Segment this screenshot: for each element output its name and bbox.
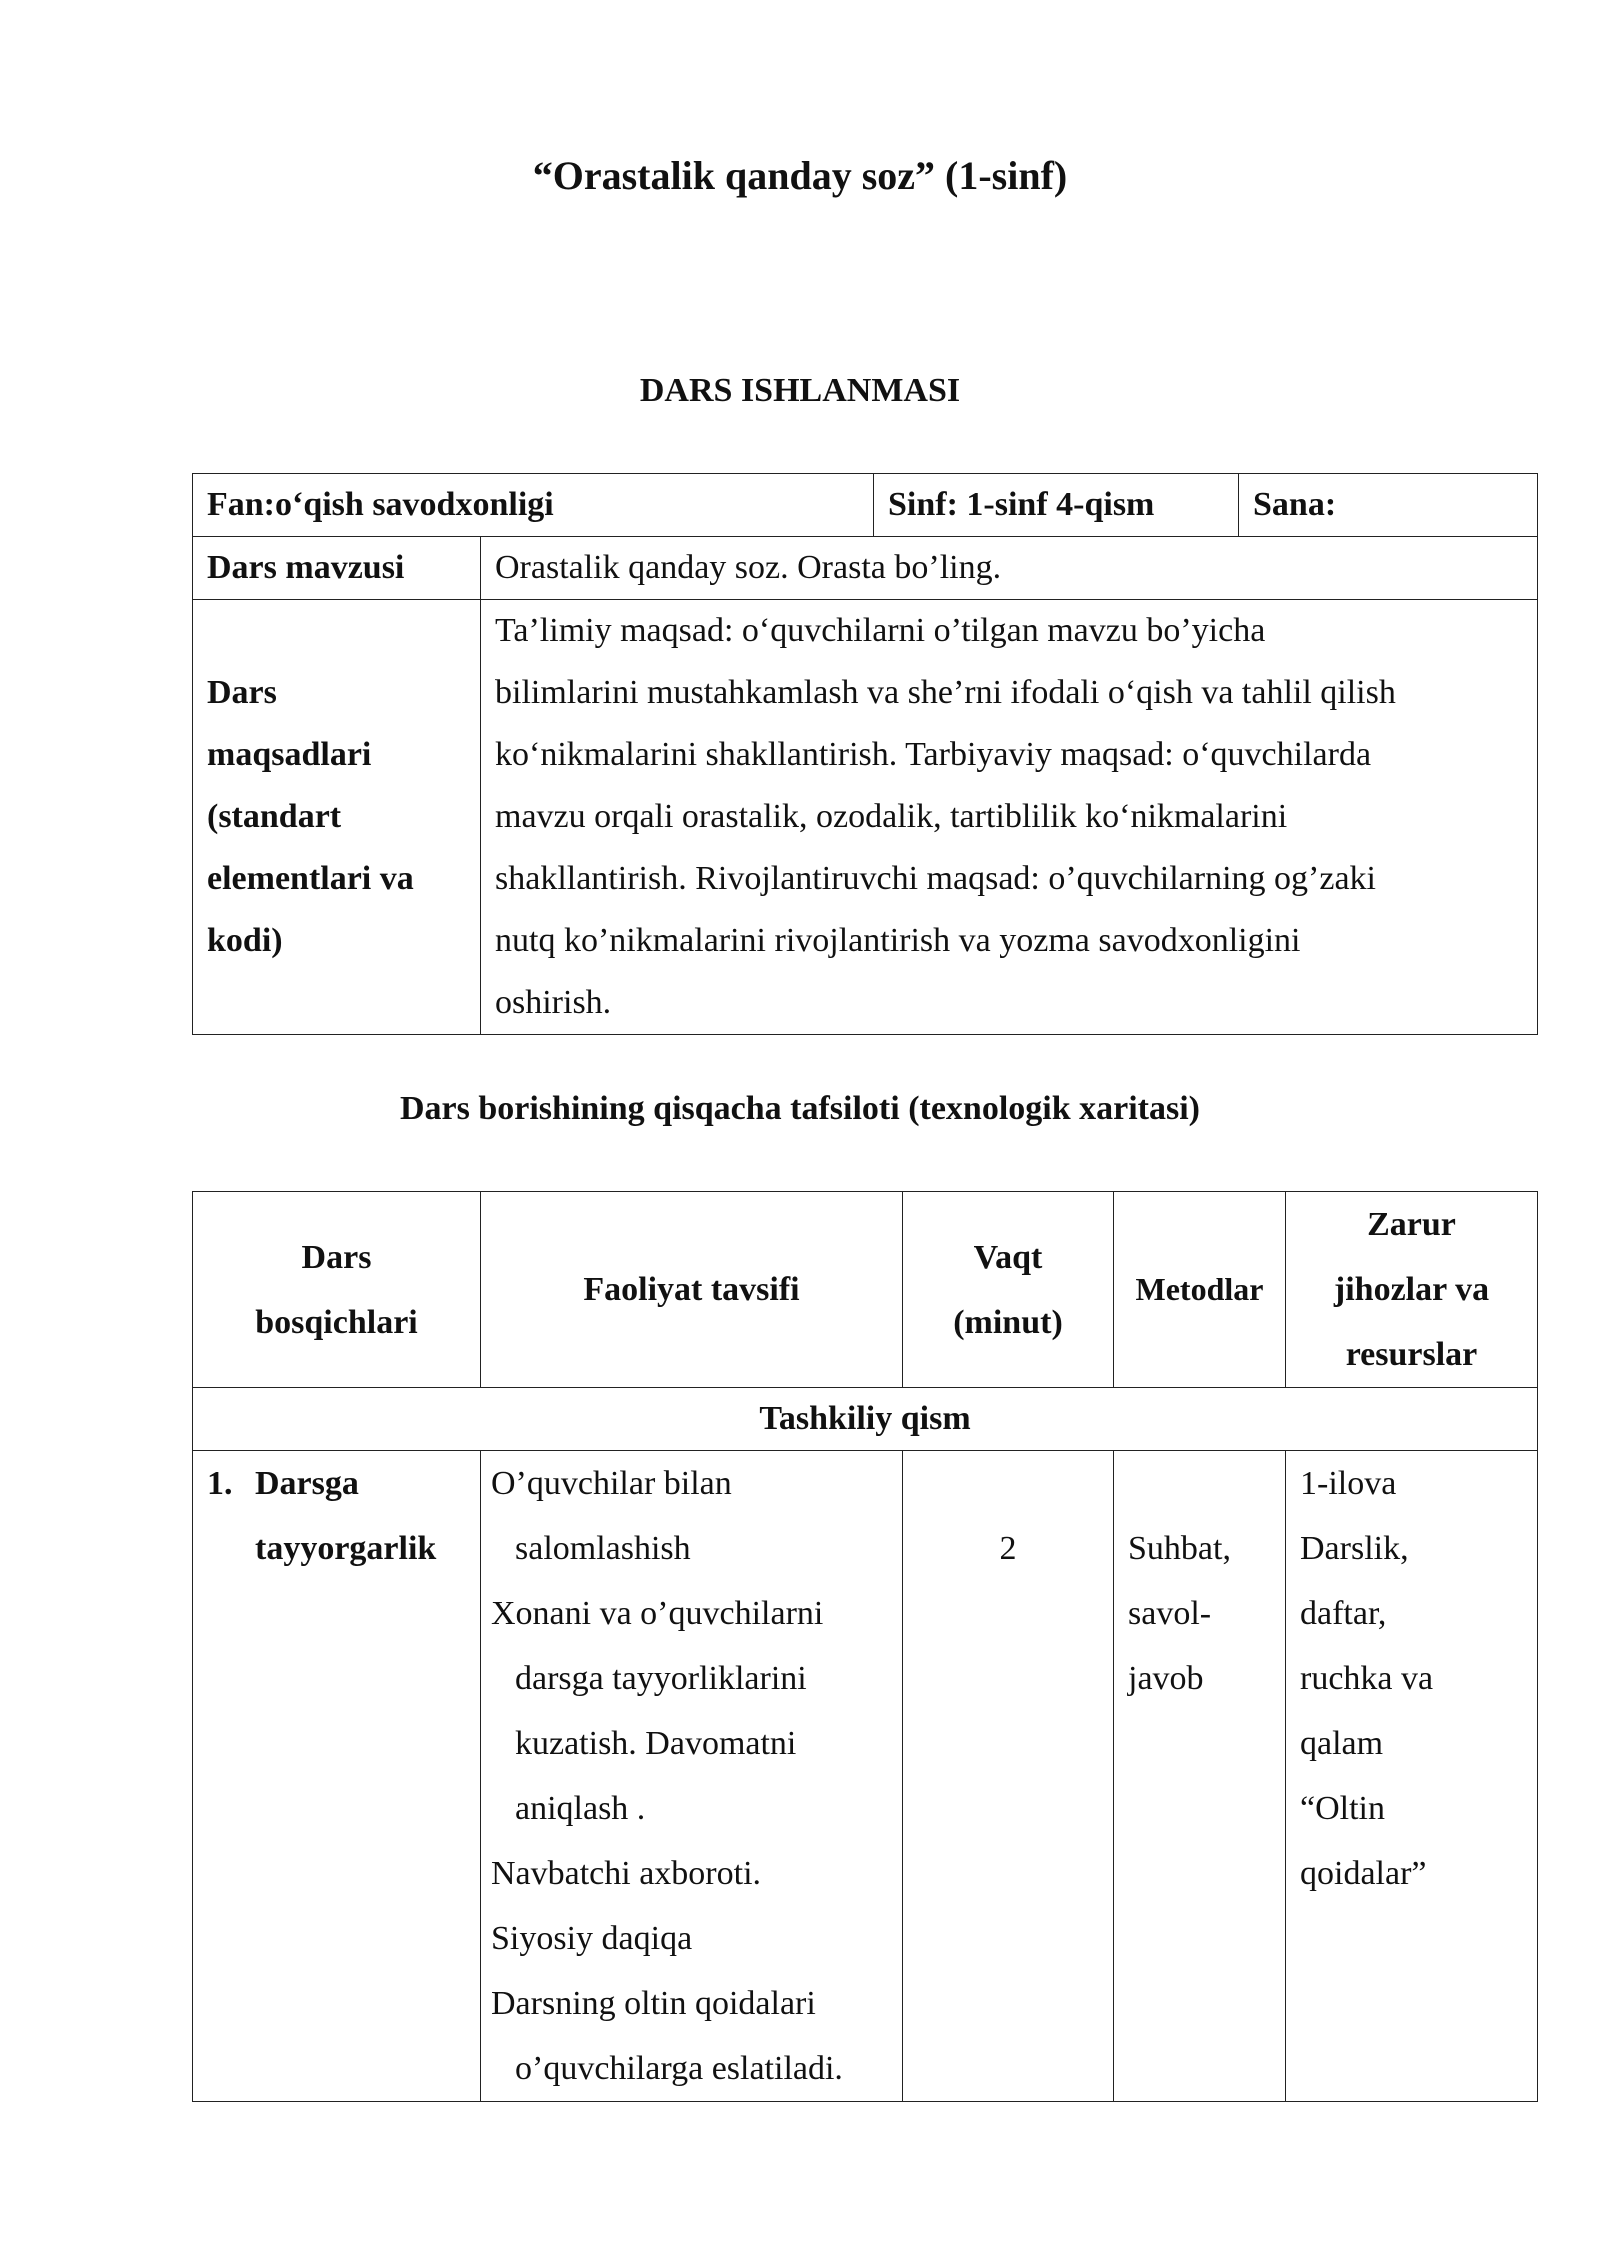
goals-line: bilimlarini mustahkamlash va she’rni ifodali o‘qish va tahlil qilish <box>495 674 1396 711</box>
methods-line: savol- <box>1128 1595 1212 1632</box>
stage-cell <box>193 1451 481 2102</box>
activity-item-cont: kuzatish. Davomatni <box>515 1725 797 1762</box>
activity-item-cont: o’quvchilarga eslatiladi. <box>515 2050 843 2087</box>
goals-line: ko‘nikmalarini shakllantirish. Tarbiyaviy maqsad: o‘quvchilarda <box>495 736 1372 773</box>
goals-label-line: (standart <box>207 798 342 835</box>
date-cell: Sana: <box>1239 474 1538 537</box>
section-row <box>193 1388 1538 1451</box>
header-resources-line: Zarur <box>1367 1206 1456 1243</box>
goals-row <box>193 600 1538 1035</box>
document-title: “Orastalik qanday soz” (1-sinf) <box>532 153 1068 198</box>
header-time-line: Vaqt <box>973 1238 1043 1276</box>
goals-line: shakllantirish. Rivojlantiruvchi maqsad: o’quvchilarning og’zaki <box>495 860 1376 897</box>
goals-line: nutq ko’nikmalarini rivojlantirish va yozma savodxonligini <box>495 922 1301 959</box>
resources-line: Darslik, <box>1300 1530 1409 1567</box>
goals-line: oshirish. <box>495 984 612 1021</box>
resources-line: “Oltin <box>1300 1790 1385 1827</box>
resources-line: 1-ilova <box>1300 1465 1397 1502</box>
methods-line: javob <box>1128 1660 1204 1697</box>
methods-spacer <box>1128 1451 1271 1516</box>
activity-item: Darsning oltin qoidalari <box>491 1985 816 2022</box>
goals-line: Ta’limiy maqsad: o‘quvchilarni o’tilgan mavzu bo’yicha <box>495 612 1266 649</box>
topic-row <box>193 537 1538 600</box>
activity-item-cont: darsga tayyorliklarini <box>515 1660 807 1697</box>
header-stages-line: bosqichlari <box>255 1303 418 1341</box>
class-cell: Sinf: 1-sinf 4-qism <box>874 474 1239 537</box>
time-cell <box>903 1451 1114 2102</box>
goals-label-line: Dars <box>207 674 277 711</box>
resources-line: qoidalar” <box>1300 1855 1427 1892</box>
header-time-line: (minut) <box>953 1303 1063 1341</box>
topic-value: Orastalik qanday soz. Orasta bo’ling. <box>481 537 1538 600</box>
activity-cell <box>481 1451 903 2102</box>
document-subtitle: DARS ISHLANMASI <box>639 372 961 409</box>
resources-line: ruchka va <box>1300 1660 1434 1697</box>
header-time <box>903 1192 1114 1388</box>
activity-item: Xonani va o’quvchilarni <box>491 1595 824 1632</box>
stage-name-line: Darsga <box>255 1465 359 1502</box>
goals-label-line: kodi) <box>207 922 283 959</box>
resources-cell <box>1286 1451 1538 2102</box>
header-activity: Faoliyat tavsifi <box>481 1192 903 1388</box>
activity-item: Siyosiy daqiqa <box>491 1920 693 1957</box>
subject-cell: Fan:o‘qish savodxonligi <box>193 474 874 537</box>
goals-label-line: maqsadlari <box>207 736 372 773</box>
lesson-plan-table <box>192 1191 1538 2102</box>
time-spacer <box>917 1451 1099 1516</box>
methods-line: Suhbat, <box>1128 1530 1231 1567</box>
goals-label-line: elementlari va <box>207 860 414 897</box>
table-row <box>193 1451 1538 2102</box>
section-label: Tashkiliy qism <box>193 1388 1538 1451</box>
info-header-row <box>193 474 1538 537</box>
topic-label: Dars mavzusi <box>193 537 481 600</box>
goals-text <box>481 600 1538 1035</box>
methods-cell <box>1114 1451 1286 2102</box>
header-stages-line: Dars <box>301 1238 372 1276</box>
header-stages <box>193 1192 481 1388</box>
stage-name <box>255 1451 465 1581</box>
header-resources-line: resurslar <box>1345 1336 1478 1373</box>
activity-item: Navbatchi axboroti. <box>491 1855 762 1892</box>
lesson-info-table <box>192 473 1538 1035</box>
resources-line: qalam <box>1300 1725 1384 1762</box>
activity-item: O’quvchilar bilan <box>491 1465 732 1502</box>
stage-number: 1. <box>207 1465 233 1502</box>
time-value: 2 <box>999 1530 1017 1567</box>
plan-header-row <box>193 1192 1538 1388</box>
activity-item-cont: aniqlash . <box>515 1790 646 1827</box>
header-resources-line: jihozlar va <box>1333 1271 1490 1308</box>
header-resources <box>1286 1192 1538 1388</box>
goals-label <box>193 600 481 1035</box>
goals-line: mavzu orqali orastalik, ozodalik, tartiblilik ko‘nikmalarini <box>495 798 1288 835</box>
header-methods: Metodlar <box>1114 1192 1286 1388</box>
activity-item-cont: salomlashish <box>515 1530 691 1567</box>
section-title: Dars borishining qisqacha tafsiloti (texnologik xaritasi) <box>399 1090 1200 1127</box>
resources-line: daftar, <box>1300 1595 1387 1632</box>
stage-name-line: tayyorgarlik <box>255 1530 437 1567</box>
